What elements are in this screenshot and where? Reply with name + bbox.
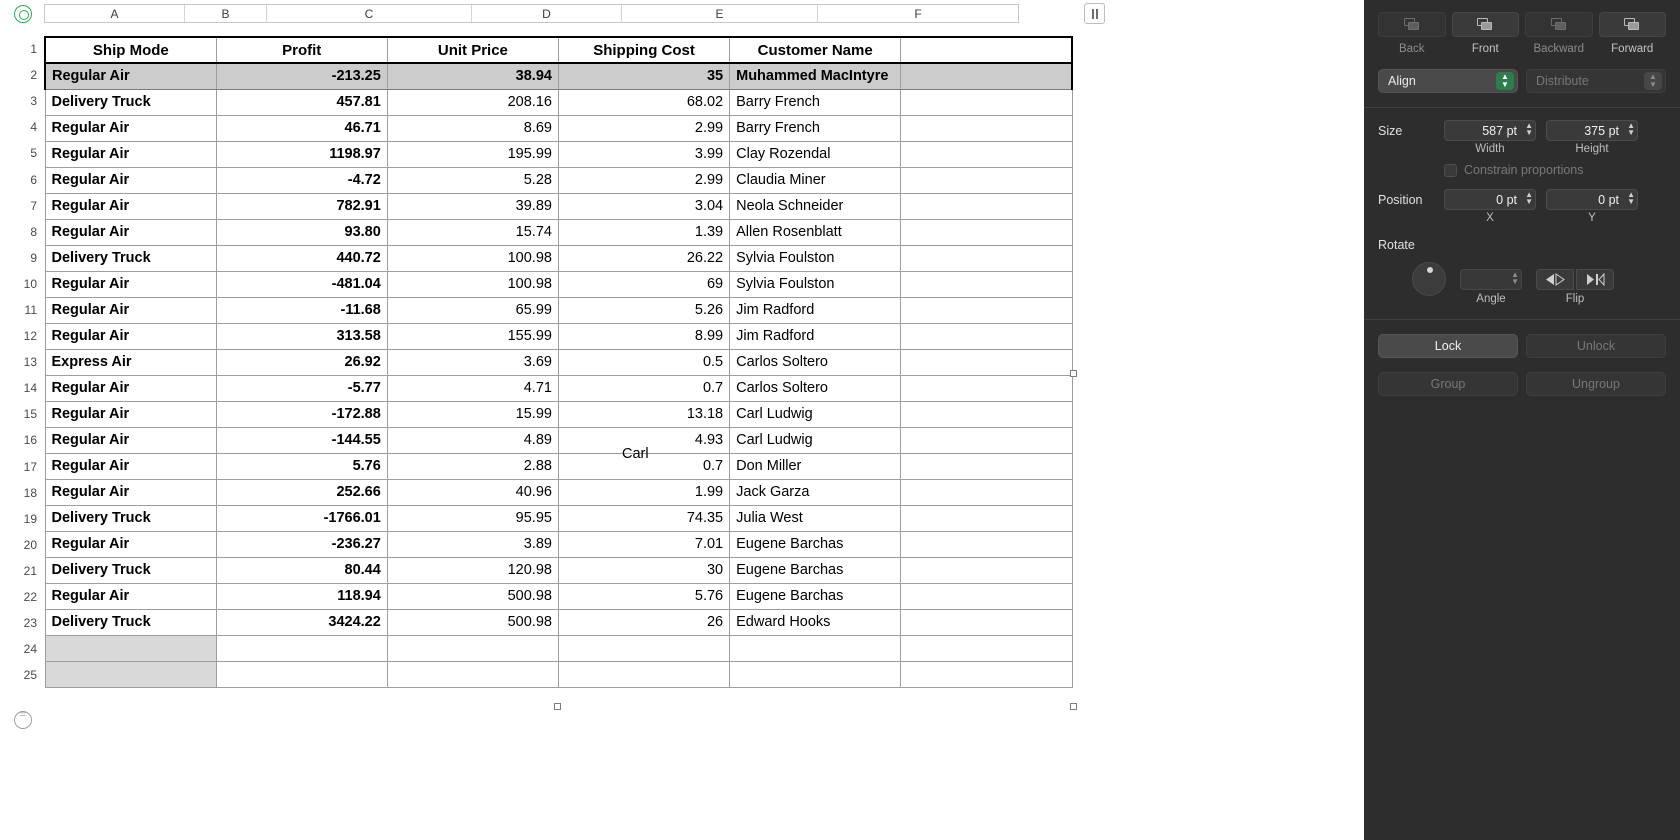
ungroup-button[interactable]: Ungroup (1526, 372, 1666, 396)
row-number[interactable]: 24 (23, 642, 37, 657)
angle-label: Angle (1476, 293, 1506, 305)
cell-d18[interactable]: 1.99 (558, 479, 729, 505)
cell-b12[interactable]: 313.58 (216, 323, 387, 349)
front-label: Front (1471, 43, 1499, 55)
cell-a11[interactable]: Regular Air (45, 297, 216, 323)
cell-c10[interactable]: 100.98 (387, 271, 558, 297)
cell-d11[interactable]: 5.26 (558, 297, 729, 323)
cell-d23[interactable]: 26 (558, 609, 729, 635)
cell-d19[interactable]: 74.35 (558, 505, 729, 531)
cell-f13[interactable] (901, 349, 1072, 375)
cell-b3[interactable]: 457.81 (216, 89, 387, 115)
table-row[interactable] (45, 401, 1072, 427)
cell-b5[interactable]: 1198.97 (216, 141, 387, 167)
cell-d20[interactable]: 7.01 (558, 531, 729, 557)
cell-c25[interactable] (387, 661, 558, 687)
size-sub-labels (1378, 143, 1666, 155)
cell-b20[interactable]: -236.27 (216, 531, 387, 557)
position-line (1378, 189, 1666, 210)
cell-b21[interactable]: 80.44 (216, 557, 387, 583)
cell-c2[interactable]: 38.94 (387, 63, 558, 89)
align-distribute-row (1364, 55, 1680, 93)
cell-e4[interactable]: Barry French (730, 115, 901, 141)
table-row[interactable] (45, 271, 1072, 297)
row-number[interactable]: 25 (23, 668, 37, 683)
resize-handle-bottom[interactable] (554, 703, 561, 710)
constrain-proportions-checkbox[interactable] (1444, 164, 1457, 177)
position-y-value: 0 pt (1598, 192, 1619, 207)
cell-d22[interactable]: 5.76 (558, 583, 729, 609)
cell-a8[interactable]: Regular Air (45, 219, 216, 245)
table-row[interactable] (45, 531, 1072, 557)
cell-d14[interactable]: 0.7 (558, 375, 729, 401)
cell-b2[interactable]: -213.25 (216, 63, 387, 89)
cell-c5[interactable]: 195.99 (387, 141, 558, 167)
cell-f3[interactable] (901, 89, 1072, 115)
cell-edit-cursor-text: Carl (622, 446, 649, 462)
cell-f18[interactable] (901, 479, 1072, 505)
angle-stepper-arrows[interactable]: ▲ ▼ (1511, 270, 1519, 286)
align-dropdown[interactable] (1378, 69, 1518, 93)
cell-c17[interactable]: 2.88 (387, 453, 558, 479)
size-line (1378, 120, 1666, 141)
cell-e5[interactable]: Clay Rozendal (730, 141, 901, 167)
cell-c21[interactable]: 120.98 (387, 557, 558, 583)
cell-a21[interactable]: Delivery Truck (45, 557, 216, 583)
unlock-button[interactable]: Unlock (1526, 334, 1666, 358)
flip-button-group (1536, 269, 1614, 290)
table-row[interactable] (45, 661, 1072, 687)
cell-e9[interactable]: Sylvia Foulston (730, 245, 901, 271)
cell-c6[interactable]: 5.28 (387, 167, 558, 193)
cell-d16[interactable]: 4.93 (558, 427, 729, 453)
cell-e7[interactable]: Neola Schneider (730, 193, 901, 219)
cell-c18[interactable]: 40.96 (387, 479, 558, 505)
cell-d2[interactable]: 35 (558, 63, 729, 89)
cell-f20[interactable] (901, 531, 1072, 557)
send-backward-button[interactable] (1525, 12, 1593, 37)
arrange-button-row (1364, 0, 1680, 41)
send-to-back-button[interactable] (1378, 12, 1446, 37)
cell-d21[interactable]: 30 (558, 557, 729, 583)
row-number[interactable]: 14 (23, 381, 37, 396)
column-title-b: Profit (216, 37, 387, 63)
cell-f4[interactable] (901, 115, 1072, 141)
row-number[interactable]: 7 (30, 198, 37, 213)
rotation-dial-handle[interactable] (1427, 267, 1433, 273)
cell-e23[interactable]: Edward Hooks (730, 609, 901, 635)
cell-e2[interactable]: Muhammed MacIntyre (730, 63, 901, 89)
cell-b11[interactable]: -11.68 (216, 297, 387, 323)
cell-c22[interactable]: 500.98 (387, 583, 558, 609)
cell-b7[interactable]: 782.91 (216, 193, 387, 219)
cell-a15[interactable]: Regular Air (45, 401, 216, 427)
width-value: 587 pt (1482, 123, 1517, 138)
cell-a10[interactable]: Regular Air (45, 271, 216, 297)
pause-bar-left (1092, 9, 1094, 19)
cell-e3[interactable]: Barry French (730, 89, 901, 115)
bring-to-front-button[interactable] (1452, 12, 1520, 37)
row-number[interactable]: 5 (30, 146, 37, 161)
cell-b6[interactable]: -4.72 (216, 167, 387, 193)
cell-a3[interactable]: Delivery Truck (45, 89, 216, 115)
cell-a17[interactable]: Regular Air (45, 453, 216, 479)
position-sub-labels (1378, 212, 1666, 224)
cell-b19[interactable]: -1766.01 (216, 505, 387, 531)
flip-label: Flip (1565, 293, 1585, 305)
group-button[interactable]: Group (1378, 372, 1518, 396)
cell-e19[interactable]: Julia West (730, 505, 901, 531)
constrain-proportions-row[interactable] (1378, 163, 1666, 177)
column-header-a[interactable]: A (45, 5, 185, 22)
bring-forward-button[interactable] (1599, 12, 1667, 37)
cell-b23[interactable]: 3424.22 (216, 609, 387, 635)
table-body[interactable] (45, 63, 1072, 687)
height-value: 375 pt (1584, 123, 1619, 138)
row-number[interactable]: 23 (23, 616, 37, 631)
table-header-row (45, 37, 1072, 63)
position-y-stepper[interactable] (1546, 189, 1638, 210)
table-row[interactable] (45, 505, 1072, 531)
cell-f22[interactable] (901, 583, 1072, 609)
rotate-title: Rotate (1378, 238, 1415, 252)
cell-f14[interactable] (901, 375, 1072, 401)
cell-f2[interactable] (901, 63, 1072, 89)
table-row[interactable] (45, 193, 1072, 219)
row-number[interactable]: 19 (23, 511, 37, 526)
cell-c15[interactable]: 15.99 (387, 401, 558, 427)
cell-f8[interactable] (901, 219, 1072, 245)
cell-d24[interactable] (558, 635, 729, 661)
cell-a25[interactable] (45, 661, 216, 687)
cell-d9[interactable]: 26.22 (558, 245, 729, 271)
align-dropdown-value: Align (1388, 74, 1416, 88)
cell-f24[interactable] (901, 635, 1072, 661)
column-header-bar[interactable] (44, 4, 1019, 23)
cell-d10[interactable]: 69 (558, 271, 729, 297)
position-title: Position (1378, 192, 1423, 207)
size-title: Size (1378, 123, 1403, 138)
row-number[interactable]: 9 (30, 250, 37, 265)
table-row[interactable] (45, 219, 1072, 245)
cell-c7[interactable]: 39.89 (387, 193, 558, 219)
arrange-label-row (1364, 41, 1680, 55)
pause-bar-right (1096, 9, 1098, 19)
cell-c16[interactable]: 4.89 (387, 427, 558, 453)
cell-b16[interactable]: -144.55 (216, 427, 387, 453)
cell-b15[interactable]: -172.88 (216, 401, 387, 427)
cell-b4[interactable]: 46.71 (216, 115, 387, 141)
cell-f16[interactable] (901, 427, 1072, 453)
row-number[interactable]: 21 (23, 563, 37, 578)
row-number[interactable]: 12 (23, 329, 37, 344)
table-row[interactable] (45, 349, 1072, 375)
cell-c9[interactable]: 100.98 (387, 245, 558, 271)
position-x-value: 0 pt (1496, 192, 1517, 207)
table-row[interactable] (45, 453, 1072, 479)
cell-b9[interactable]: 440.72 (216, 245, 387, 271)
position-section (1364, 177, 1680, 224)
table-row[interactable] (45, 115, 1072, 141)
group-ungroup-row (1364, 358, 1680, 396)
cell-d6[interactable]: 2.99 (558, 167, 729, 193)
cell-d13[interactable]: 0.5 (558, 349, 729, 375)
cell-e21[interactable]: Eugene Barchas (730, 557, 901, 583)
cell-c14[interactable]: 4.71 (387, 375, 558, 401)
row-number[interactable]: 3 (30, 94, 37, 109)
distribute-dropdown[interactable] (1526, 69, 1666, 93)
cell-e6[interactable]: Claudia Miner (730, 167, 901, 193)
cell-d25[interactable] (558, 661, 729, 687)
layers-backward-icon (1551, 18, 1567, 32)
table-row[interactable] (45, 245, 1072, 271)
table-row[interactable] (45, 141, 1072, 167)
table-row[interactable] (45, 583, 1072, 609)
cell-e25[interactable] (730, 661, 901, 687)
position-x-stepper[interactable] (1444, 189, 1536, 210)
table-row[interactable] (45, 89, 1072, 115)
size-section (1364, 108, 1680, 177)
table-row[interactable] (45, 167, 1072, 193)
cell-a2[interactable]: Regular Air (45, 63, 216, 89)
distribute-dropdown-value: Distribute (1536, 74, 1589, 88)
row-number[interactable]: 8 (30, 224, 37, 239)
flip-vertical-icon (1585, 273, 1605, 286)
cell-a4[interactable]: Regular Air (45, 115, 216, 141)
rotate-controls-row (1378, 262, 1666, 305)
cell-f12[interactable] (901, 323, 1072, 349)
cell-a22[interactable]: Regular Air (45, 583, 216, 609)
cell-f17[interactable] (901, 453, 1072, 479)
cell-e12[interactable]: Jim Radford (730, 323, 901, 349)
column-title-d: Shipping Cost (558, 37, 729, 63)
cell-a7[interactable]: Regular Air (45, 193, 216, 219)
resize-handle-right[interactable] (1070, 370, 1077, 377)
cell-b17[interactable]: 5.76 (216, 453, 387, 479)
cell-e18[interactable]: Jack Garza (730, 479, 901, 505)
chevron-updown-icon-2: ▲ ▼ (1644, 72, 1662, 90)
cell-a12[interactable]: Regular Air (45, 323, 216, 349)
cell-a23[interactable]: Delivery Truck (45, 609, 216, 635)
cell-e14[interactable]: Carlos Soltero (730, 375, 901, 401)
row-number[interactable]: 20 (23, 537, 37, 552)
layers-forward-icon (1624, 18, 1640, 32)
cell-c13[interactable]: 3.69 (387, 349, 558, 375)
cell-d4[interactable]: 2.99 (558, 115, 729, 141)
cell-f7[interactable] (901, 193, 1072, 219)
cell-a24[interactable] (45, 635, 216, 661)
position-x-label: X (1486, 212, 1494, 224)
cell-b24[interactable] (216, 635, 387, 661)
cell-e10[interactable]: Sylvia Foulston (730, 271, 901, 297)
cell-d15[interactable]: 13.18 (558, 401, 729, 427)
cell-f19[interactable] (901, 505, 1072, 531)
cell-d3[interactable]: 68.02 (558, 89, 729, 115)
height-stepper[interactable] (1546, 120, 1638, 141)
position-x-arrows[interactable]: ▲ ▼ (1525, 190, 1533, 206)
cell-a6[interactable]: Regular Air (45, 167, 216, 193)
lock-unlock-row (1364, 320, 1680, 358)
width-stepper[interactable] (1444, 120, 1536, 141)
cell-a5[interactable]: Regular Air (45, 141, 216, 167)
cell-f10[interactable] (901, 271, 1072, 297)
row-number[interactable]: 15 (23, 407, 37, 422)
cell-b8[interactable]: 93.80 (216, 219, 387, 245)
table-row[interactable] (45, 427, 1072, 453)
cell-c20[interactable]: 3.89 (387, 531, 558, 557)
cell-c19[interactable]: 95.95 (387, 505, 558, 531)
column-header-f[interactable]: F (818, 5, 1018, 22)
cell-e16[interactable]: Carl Ludwig (730, 427, 901, 453)
record-toggle-button[interactable] (14, 5, 32, 23)
row-number[interactable]: 6 (30, 172, 37, 187)
cell-a14[interactable]: Regular Air (45, 375, 216, 401)
table-row[interactable] (45, 479, 1072, 505)
column-title-e: Customer Name (730, 37, 901, 63)
row-number[interactable]: 13 (23, 355, 37, 370)
table-row[interactable] (45, 297, 1072, 323)
rotation-dial[interactable] (1412, 262, 1446, 296)
row-number[interactable]: 17 (23, 459, 37, 474)
cell-a20[interactable]: Regular Air (45, 531, 216, 557)
cell-d5[interactable]: 3.99 (558, 141, 729, 167)
column-header-b[interactable]: B (185, 5, 267, 22)
cell-a16[interactable]: Regular Air (45, 427, 216, 453)
data-table[interactable] (44, 36, 1073, 688)
cell-c11[interactable]: 65.99 (387, 297, 558, 323)
row-number[interactable]: 16 (23, 433, 37, 448)
cell-c8[interactable]: 15.74 (387, 219, 558, 245)
cell-c3[interactable]: 208.16 (387, 89, 558, 115)
cell-a9[interactable]: Delivery Truck (45, 245, 216, 271)
row-number[interactable]: 11 (24, 302, 37, 317)
cell-e11[interactable]: Jim Radford (730, 297, 901, 323)
forward-label: Forward (1611, 43, 1654, 55)
row-number[interactable]: 10 (23, 276, 37, 291)
cell-f25[interactable] (901, 661, 1072, 687)
rotate-section (1364, 224, 1680, 305)
cell-d8[interactable]: 1.39 (558, 219, 729, 245)
cell-f9[interactable] (901, 245, 1072, 271)
column-header-e[interactable]: E (622, 5, 818, 22)
cell-e20[interactable]: Eugene Barchas (730, 531, 901, 557)
column-header-d[interactable]: D (472, 5, 622, 22)
position-y-arrows[interactable]: ▲ ▼ (1627, 190, 1635, 206)
cell-d12[interactable]: 8.99 (558, 323, 729, 349)
backward-label: Backward (1533, 43, 1584, 55)
width-stepper-arrows[interactable]: ▲ ▼ (1525, 121, 1533, 137)
table-row[interactable] (45, 557, 1072, 583)
cell-e8[interactable]: Allen Rosenblatt (730, 219, 901, 245)
cell-c23[interactable]: 500.98 (387, 609, 558, 635)
layers-back-icon (1404, 18, 1420, 32)
table-row[interactable] (45, 323, 1072, 349)
resize-handle-bottom-right[interactable] (1070, 703, 1077, 710)
row-number[interactable]: 2 (30, 68, 37, 83)
chevron-updown-icon: ▲ ▼ (1496, 72, 1514, 90)
column-title-a: Ship Mode (45, 37, 216, 63)
cell-e17[interactable]: Don Miller (730, 453, 901, 479)
flip-vertical-button[interactable] (1576, 269, 1614, 290)
height-stepper-arrows[interactable]: ▲ ▼ (1627, 121, 1635, 137)
cell-b14[interactable]: -5.77 (216, 375, 387, 401)
cell-d17[interactable]: 0.7 (558, 453, 729, 479)
table-row[interactable] (45, 635, 1072, 661)
column-title-f (901, 37, 1072, 63)
formula-toggle-button[interactable] (14, 711, 32, 729)
row-number[interactable]: 4 (30, 120, 37, 135)
cell-f6[interactable] (901, 167, 1072, 193)
cell-b22[interactable]: 118.94 (216, 583, 387, 609)
column-header-c[interactable]: C (267, 5, 472, 22)
cell-f23[interactable] (901, 609, 1072, 635)
angle-stepper[interactable] (1460, 269, 1522, 290)
cell-b18[interactable]: 252.66 (216, 479, 387, 505)
cell-e24[interactable] (730, 635, 901, 661)
flip-horizontal-button[interactable] (1536, 269, 1574, 290)
cell-e15[interactable]: Carl Ludwig (730, 401, 901, 427)
cell-a13[interactable]: Express Air (45, 349, 216, 375)
cell-d7[interactable]: 3.04 (558, 193, 729, 219)
table-row[interactable] (45, 63, 1072, 89)
pause-button[interactable] (1084, 3, 1105, 24)
table-wrapper[interactable] (44, 36, 1073, 688)
constrain-proportions-label: Constrain proportions (1464, 163, 1584, 177)
cell-f5[interactable] (901, 141, 1072, 167)
cell-f15[interactable] (901, 401, 1072, 427)
row-number[interactable]: 22 (23, 590, 37, 605)
layers-front-icon (1477, 18, 1493, 32)
width-label: Width (1475, 143, 1505, 155)
lock-button[interactable]: Lock (1378, 334, 1518, 358)
back-label: Back (1398, 43, 1425, 55)
cell-c12[interactable]: 155.99 (387, 323, 558, 349)
table-row[interactable] (45, 375, 1072, 401)
row-number-gutter[interactable] (10, 36, 40, 688)
cell-f11[interactable] (901, 297, 1072, 323)
cell-b13[interactable]: 26.92 (216, 349, 387, 375)
cell-a19[interactable]: Delivery Truck (45, 505, 216, 531)
row-number[interactable]: 1 (30, 42, 37, 57)
cell-e22[interactable]: Eugene Barchas (730, 583, 901, 609)
cell-c4[interactable]: 8.69 (387, 115, 558, 141)
column-title-c: Unit Price (387, 37, 558, 63)
height-label: Height (1575, 143, 1609, 155)
table-row[interactable] (45, 609, 1072, 635)
cell-b25[interactable] (216, 661, 387, 687)
arrange-inspector-panel (1364, 0, 1680, 840)
cell-a18[interactable]: Regular Air (45, 479, 216, 505)
cell-e13[interactable]: Carlos Soltero (730, 349, 901, 375)
cell-b10[interactable]: -481.04 (216, 271, 387, 297)
row-number[interactable]: 18 (23, 485, 37, 500)
flip-horizontal-icon (1545, 273, 1565, 286)
cell-f21[interactable] (901, 557, 1072, 583)
position-y-label: Y (1588, 212, 1596, 224)
cell-c24[interactable] (387, 635, 558, 661)
